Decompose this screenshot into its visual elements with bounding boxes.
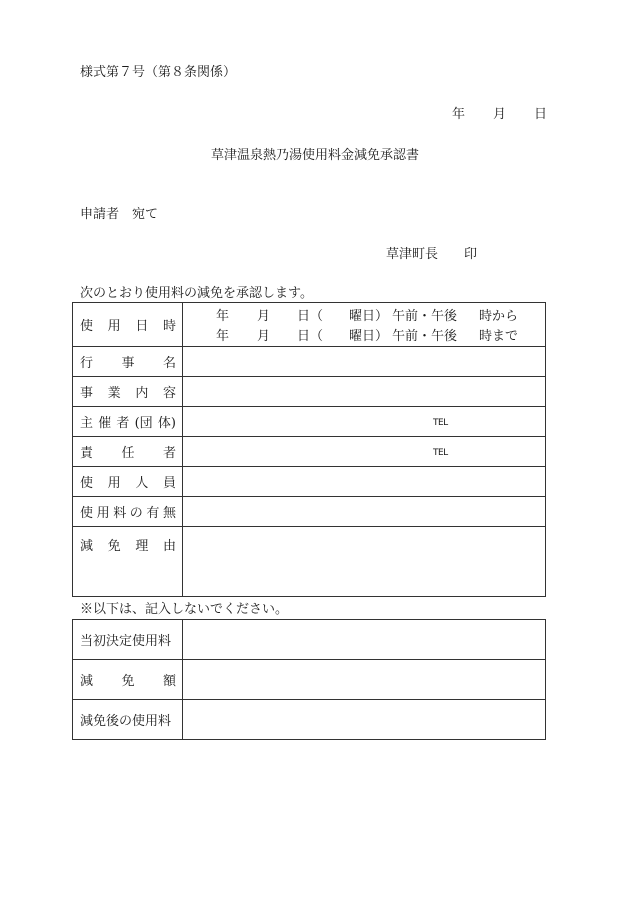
label-event-name-text: 行 事 名 [80, 356, 176, 371]
label-fee-status [73, 497, 183, 527]
recipient-line: 申請者 宛て [80, 207, 159, 222]
office-use-note: ※以下は、記入しないでください。 [80, 602, 289, 617]
label-reason [73, 527, 183, 597]
label-organizer-text: 主 催 者 (団 体) [80, 416, 176, 431]
label-event-name [73, 347, 183, 377]
label-organizer [73, 407, 183, 437]
date-day: 日 [533, 107, 547, 122]
document-title: 草津温泉熱乃湯使用料金減免承認書 [210, 148, 419, 163]
intro-text: 次のとおり使用料の減免を承認します。 [80, 286, 313, 301]
label-initial-fee: 当初決定使用料 [73, 620, 183, 660]
fee-status-field[interactable] [183, 497, 546, 527]
label-final-fee: 減免後の使用料 [73, 700, 183, 740]
table-row-usage-date [73, 303, 546, 347]
label-business-text: 事 業 内 容 [80, 386, 176, 401]
usage-date-to: 年 月 日（ 曜日） 午前・午後 時まで [216, 329, 519, 344]
initial-fee-field[interactable] [183, 620, 546, 660]
attendees-field[interactable] [183, 467, 546, 497]
label-reason-text: 減 免 理 由 [80, 539, 176, 554]
table-row-final-fee [73, 700, 546, 740]
form-number: 様式第７号（第８条関係） [80, 65, 237, 80]
table-row-business [73, 377, 546, 407]
table-row-event-name [73, 347, 546, 377]
responsible-field[interactable] [183, 437, 546, 467]
table-row-reduction [73, 660, 546, 700]
seal-mark: 印 [464, 247, 478, 262]
issuer-name: 草津町長 [386, 247, 439, 262]
table-row-initial-fee [73, 620, 546, 660]
organizer-field[interactable] [183, 407, 546, 437]
label-responsible-text: 責 任 者 [80, 446, 176, 461]
label-usage-date-text: 使 用 日 時 [80, 319, 176, 334]
usage-date-from: 年 月 日（ 曜日） 午前・午後 時から [216, 309, 519, 324]
reduction-field[interactable] [183, 660, 546, 700]
table-row-attendees [73, 467, 546, 497]
final-fee-field[interactable] [183, 700, 546, 740]
date-year: 年 [452, 107, 466, 122]
business-field[interactable] [183, 377, 546, 407]
label-reduction-text: 減 免 額 [80, 674, 176, 689]
label-reduction [73, 660, 183, 700]
label-usage-date [73, 303, 183, 347]
table-row-organizer [73, 407, 546, 437]
usage-date-field[interactable] [183, 303, 546, 347]
event-name-field[interactable] [183, 347, 546, 377]
issuer-line [386, 248, 477, 261]
label-attendees [73, 467, 183, 497]
reason-field[interactable] [183, 527, 546, 597]
label-fee-status-text: 使 用 料 の 有 無 [80, 506, 176, 521]
office-use-table [72, 619, 546, 740]
issue-date [452, 108, 547, 121]
label-business [73, 377, 183, 407]
table-row-reason [73, 527, 546, 597]
approval-table [72, 302, 546, 597]
table-row-responsible [73, 437, 546, 467]
organizer-tel-label: TEL [433, 418, 448, 428]
label-responsible [73, 437, 183, 467]
table-row-fee-status [73, 497, 546, 527]
label-attendees-text: 使 用 人 員 [80, 476, 176, 491]
date-month: 月 [492, 107, 506, 122]
responsible-tel-label: TEL [433, 448, 448, 458]
